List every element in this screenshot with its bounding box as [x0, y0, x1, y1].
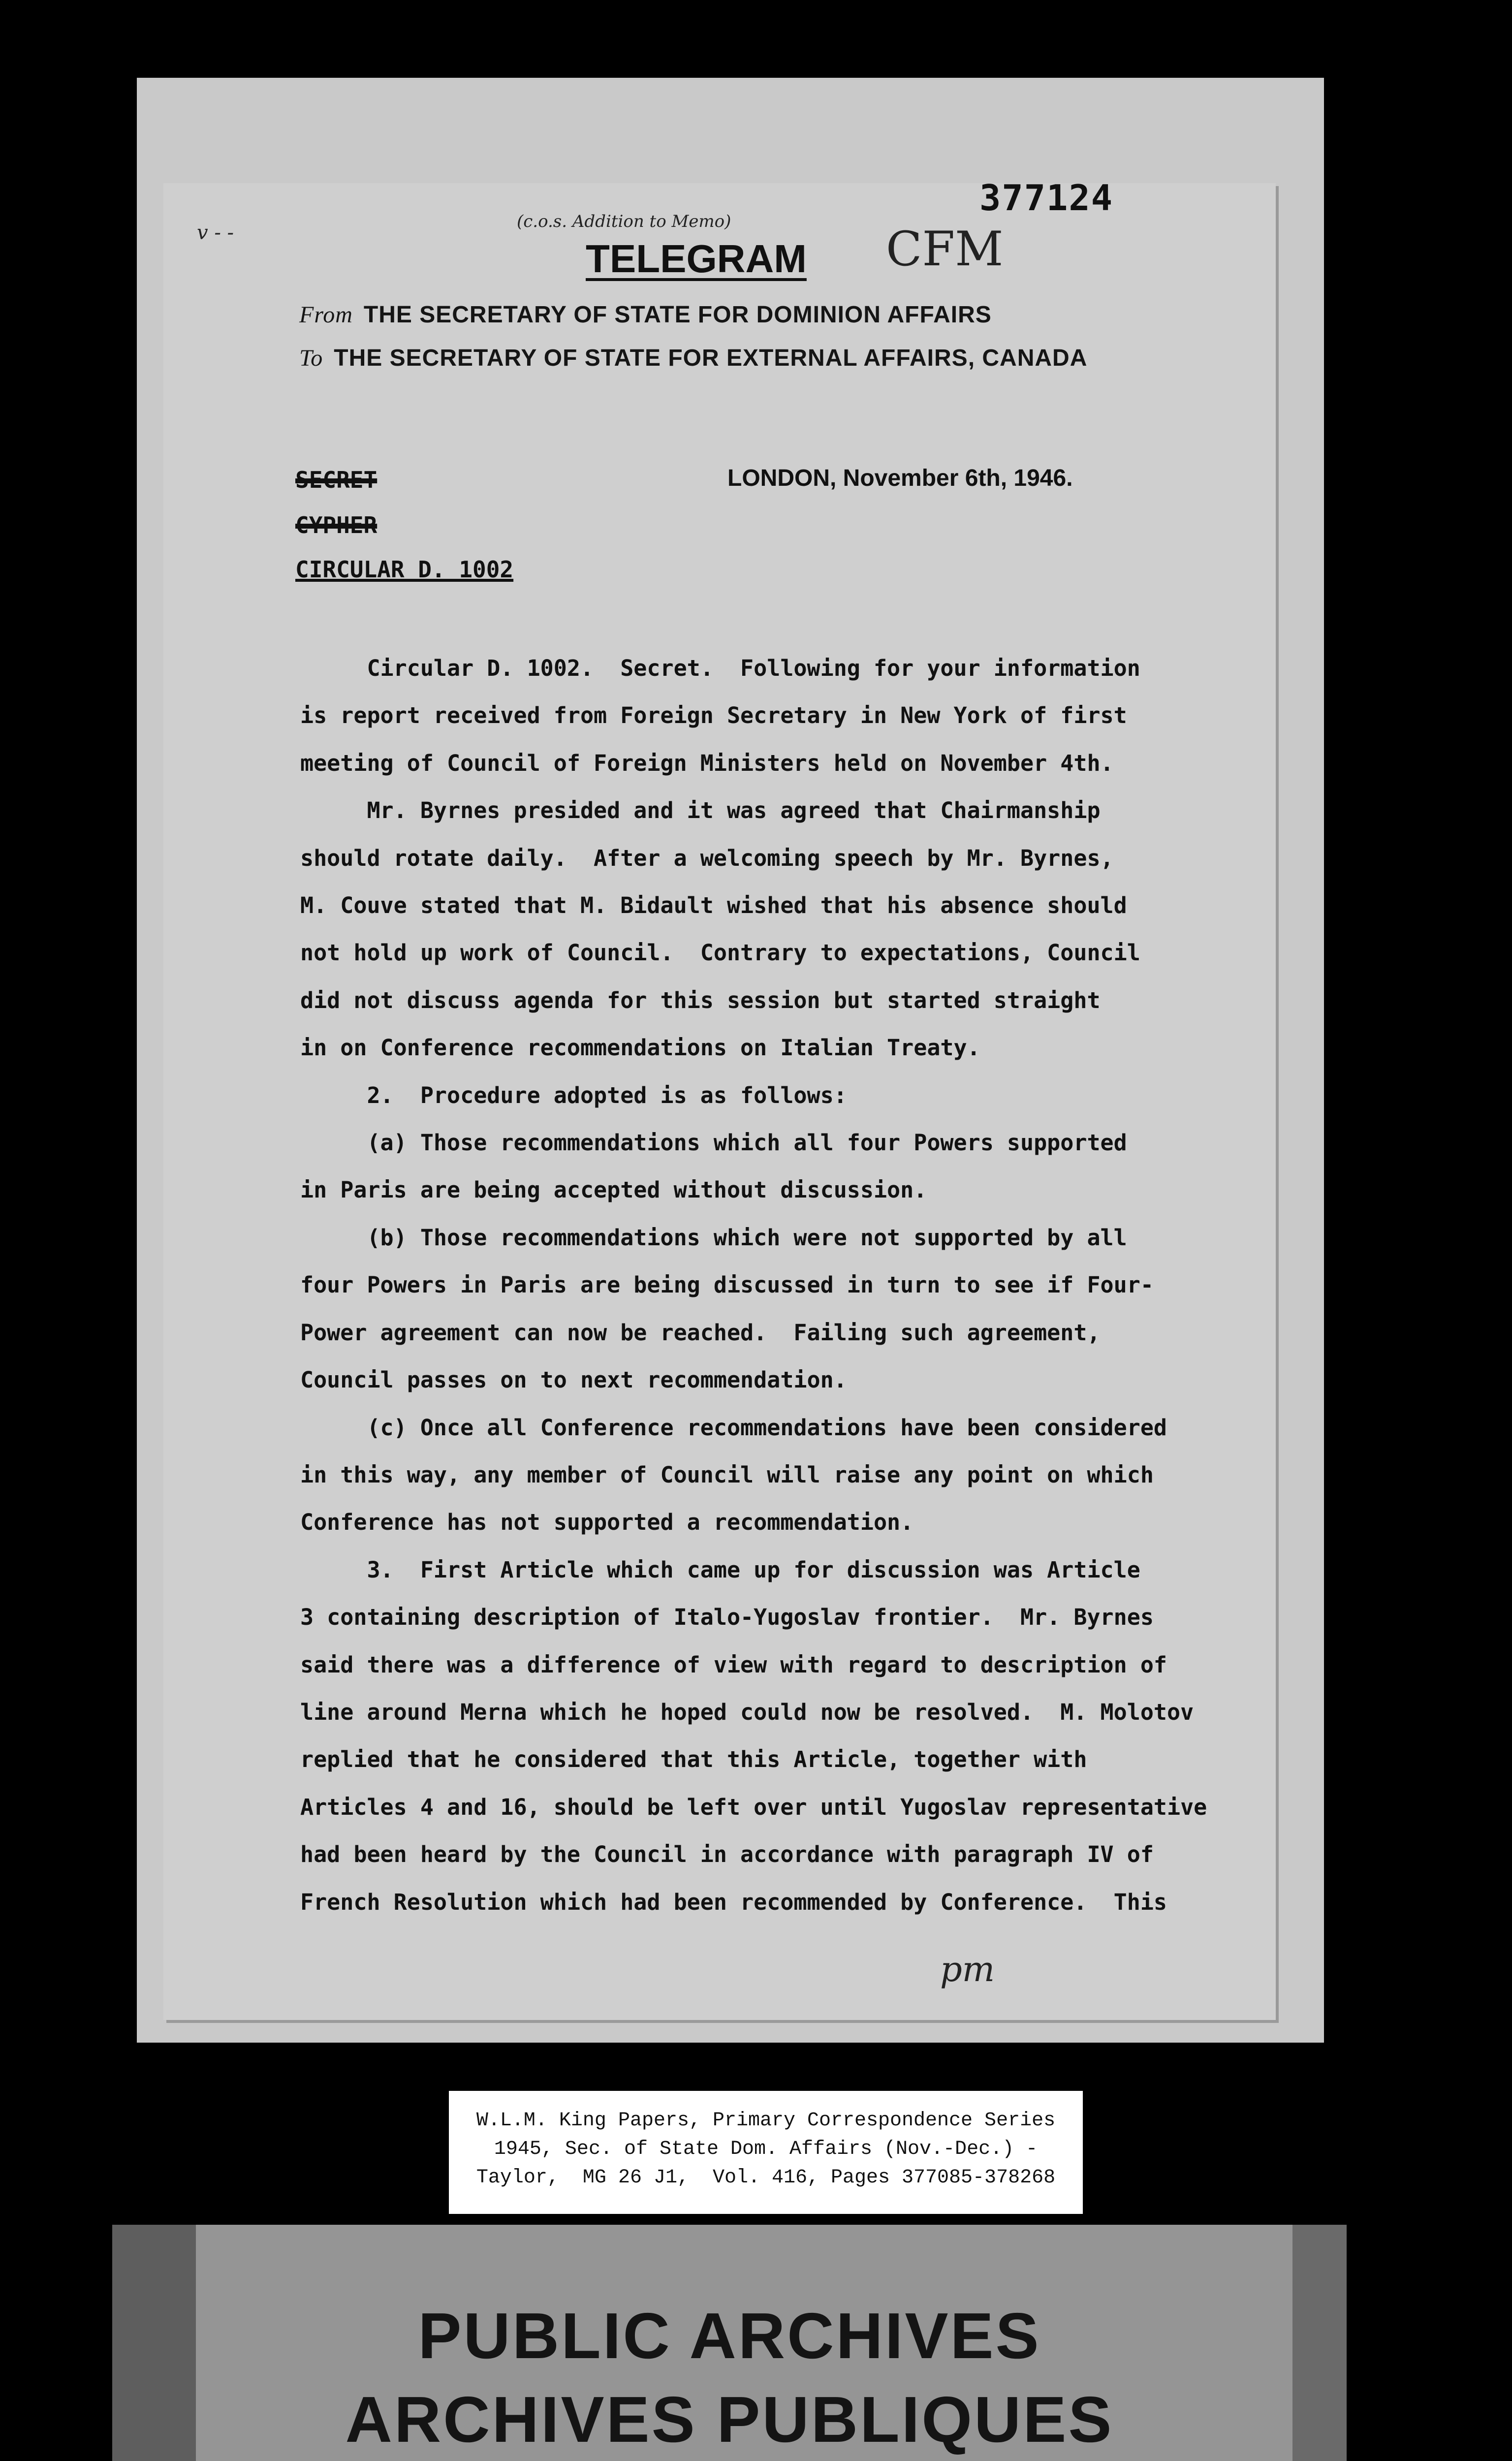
body-line: not hold up work of Council. Contrary to expectations, Council [300, 940, 1140, 966]
body-line: in on Conference recommendations on Italian Treaty. [300, 1035, 980, 1061]
body-line: M. Couve stated that M. Bidault wished that his absence should [300, 892, 1127, 919]
body-line: in this way, any member of Council will raise any point on which [300, 1461, 1154, 1488]
body-line: Power agreement can now be reached. Failing such agreement, [300, 1319, 1101, 1346]
dateline: LONDON, November 6th, 1946. [727, 465, 1073, 491]
body-line: did not discuss agenda for this session but started straight [300, 987, 1101, 1013]
body-line: line around Merna which he hoped could now be resolved. M. Molotov [300, 1699, 1194, 1725]
cypher-heading: CYPHER [295, 512, 378, 538]
slip-line: 1945, Sec. of State Dom. Affairs (Nov.-Dec.) - [494, 2138, 1038, 2160]
body-line: replied that he considered that this Article, together with [300, 1746, 1087, 1773]
body-line: Circular D. 1002. Secret. Following for your information [300, 655, 1140, 681]
handwritten-initials: pm [940, 1949, 995, 1989]
body-line: (c) Once all Conference recommendations have been considered [300, 1414, 1167, 1441]
from-line [299, 301, 992, 328]
to-text: THE SECRETARY OF STATE FOR EXTERNAL AFFAIRS, CANADA [334, 345, 1088, 371]
public-archives-banner [112, 2225, 1347, 2461]
handwritten-mark: v - - [197, 221, 234, 244]
body-line: is report received from Foreign Secretary in New York of first [300, 702, 1127, 729]
body-line: (b) Those recommendations which were not supported by all [300, 1224, 1127, 1251]
from-text: THE SECRETARY OF STATE FOR DOMINION AFFAIRS [363, 302, 992, 328]
body-line: had been heard by the Council in accordance with paragraph IV of [300, 1841, 1154, 1868]
circular-heading: CIRCULAR D. 1002 [295, 556, 514, 583]
body-line: 2. Procedure adopted is as follows: [300, 1082, 847, 1108]
handwritten-note: (c.o.s. Addition to Memo) [517, 212, 731, 231]
body-line: Council passes on to next recommendation. [300, 1367, 847, 1393]
archive-reference-slip [449, 2091, 1083, 2214]
from-label: From [299, 302, 353, 328]
classification-heading: SECRET [295, 467, 378, 493]
body-line: 3. First Article which came up for discussion was Article [300, 1556, 1140, 1583]
slip-line: Taylor, MG 26 J1, Vol. 416, Pages 377085-378268 [476, 2167, 1056, 2189]
body-line: 3 containing description of Italo-Yugoslav frontier. Mr. Byrnes [300, 1604, 1154, 1631]
telegram-body [300, 645, 1275, 1926]
handwritten-file-reference: CFM [886, 221, 1004, 277]
body-line: (a) Those recommendations which all four Powers supported [300, 1130, 1127, 1156]
slip-line: W.L.M. King Papers, Primary Correspondence Series [476, 2110, 1056, 2132]
body-line: meeting of Council of Foreign Ministers held on November 4th. [300, 750, 1114, 776]
banner-line-english: PUBLIC ARCHIVES [418, 2300, 1041, 2372]
body-line: four Powers in Paris are being discussed in turn to see if Four- [300, 1272, 1154, 1298]
to-label: To [299, 345, 323, 371]
body-line: French Resolution which had been recommended by Conference. This [300, 1889, 1167, 1915]
body-line: Articles 4 and 16, should be left over until Yugoslav representative [300, 1794, 1207, 1820]
banner-line-french: ARCHIVES PUBLIQUES [345, 2383, 1114, 2456]
body-line: Mr. Byrnes presided and it was agreed that Chairmanship [300, 797, 1101, 824]
body-line: should rotate daily. After a welcoming speech by Mr. Byrnes, [300, 845, 1114, 871]
body-line: in Paris are being accepted without discussion. [300, 1177, 927, 1203]
body-line: Conference has not supported a recommendation. [300, 1509, 914, 1536]
to-line [299, 345, 1087, 372]
document-number: 377124 [979, 177, 1114, 219]
body-line: said there was a difference of view with regard to description of [300, 1651, 1167, 1678]
telegram-title: TELEGRAM [586, 237, 807, 281]
